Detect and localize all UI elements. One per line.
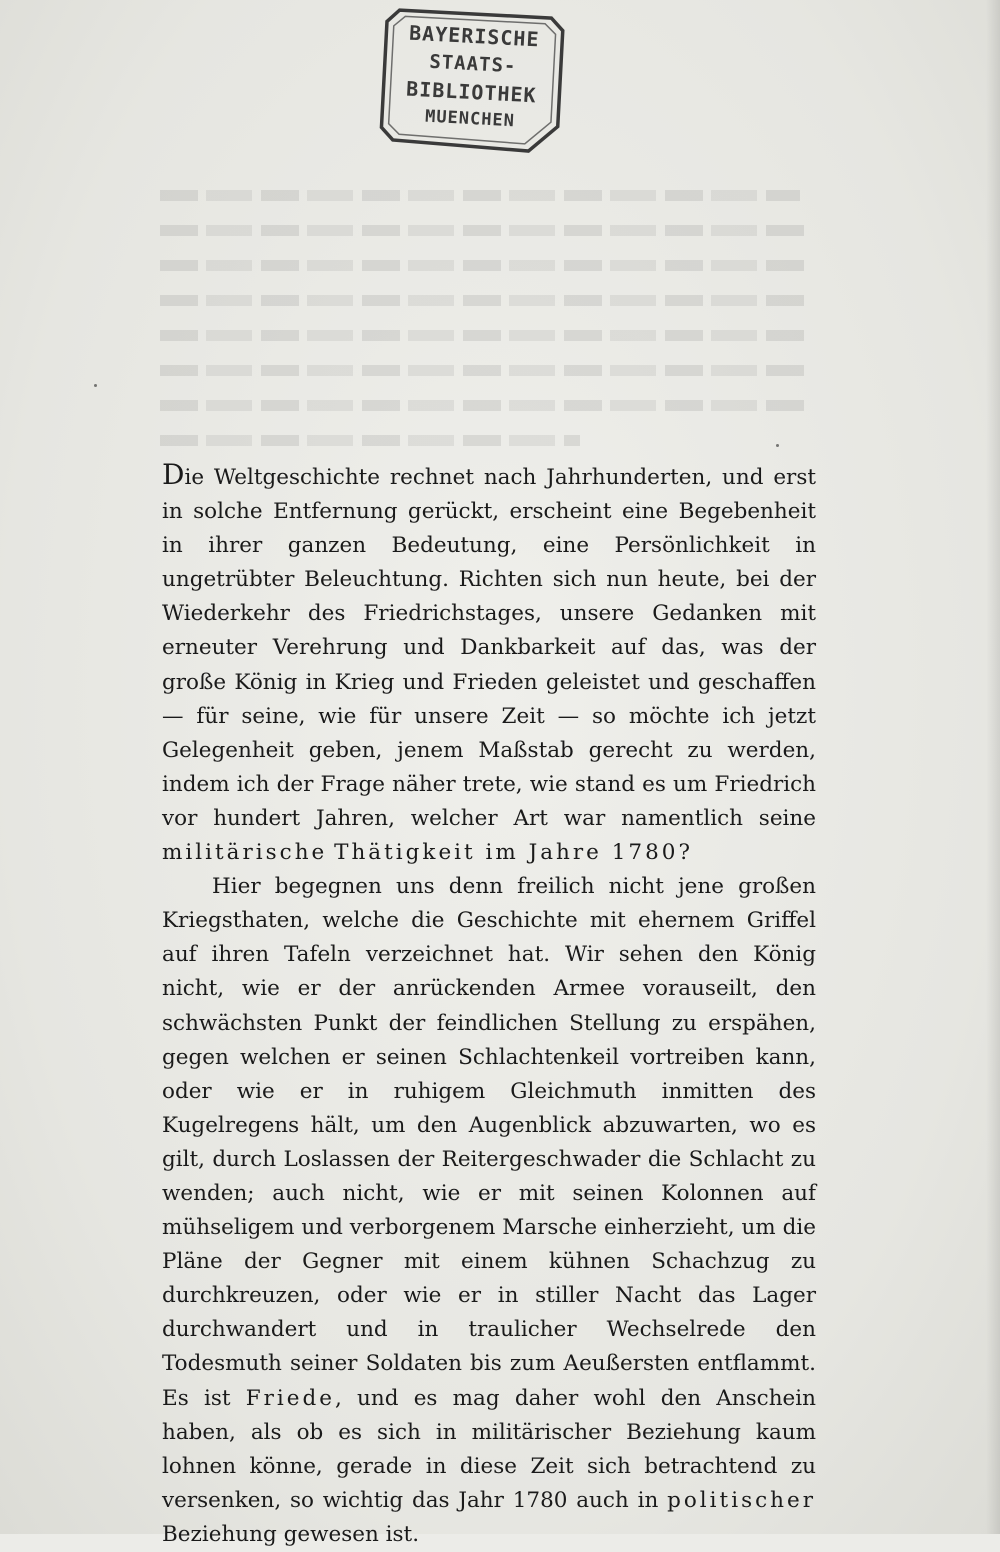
text-line: zu werden, indem ich der Frage näher trete, wie stand es um Friedrich bbox=[162, 737, 816, 797]
text-line: Beziehung gewesen ist. bbox=[162, 1521, 420, 1547]
text-line: Hier begegnen uns denn freilich nicht jene großen Kriegsthaten, bbox=[162, 874, 816, 934]
text-line: gegen welchen er seinen Schlachtenkeil vortreiben kann, oder wie er in bbox=[162, 1044, 816, 1104]
text-line: ist bbox=[203, 1385, 246, 1411]
emphasized-word: Friede bbox=[245, 1385, 335, 1411]
text-line: , und es mag daher wohl den Anschein haben, als ob bbox=[162, 1385, 816, 1445]
stamp-line-1: BAYERISCHE bbox=[408, 20, 541, 52]
text-line: welche die Geschichte mit ehernem Griffel auf ihren Tafeln verzeichnet bbox=[162, 908, 817, 968]
text-line: es sich in militärischer Beziehung kaum lohnen könne, gerade in diese bbox=[162, 1419, 816, 1479]
text-line: Zeit — so möchte ich jetzt Gelegenheit geben, jenem Maßstab gerecht bbox=[162, 703, 816, 763]
show-through-line bbox=[160, 260, 808, 271]
text-line: bei der Wiederkehr des Friedrichstages, unsere Gedanken mit erneuter bbox=[162, 567, 816, 661]
library-stamp bbox=[378, 5, 565, 156]
text-line: eine Persönlichkeit in ungetrübter Beleuchtung. Richten sich nun heute, bbox=[162, 533, 817, 593]
paragraph-2 bbox=[162, 870, 816, 1552]
text-line: abzuwarten, wo es gilt, durch Loslassen der Reitergeschwader die bbox=[162, 1112, 816, 1172]
show-through-line bbox=[160, 295, 810, 306]
initial-letter: D bbox=[162, 458, 185, 491]
emphasized-word: militärische bbox=[162, 840, 328, 866]
speck bbox=[776, 444, 779, 447]
show-through-line bbox=[160, 190, 800, 201]
text-line: Verehrung und Dankbarkeit auf das, was der große König in Krieg bbox=[162, 635, 816, 695]
page-edge-shadow bbox=[986, 0, 1000, 1534]
text-line: den Todesmuth seiner Soldaten bis zum Aeußersten entflammt. Es bbox=[162, 1317, 816, 1411]
emphasized-word: politischer bbox=[667, 1487, 816, 1513]
text-line: Gegner mit einem kühnen Schachzug zu durchkreuzen, oder wie er in bbox=[162, 1249, 816, 1309]
stamp-line-3: BIBLIOTHEK bbox=[405, 76, 538, 108]
stamp-line-2: STAATS- bbox=[428, 50, 517, 78]
show-through-line bbox=[160, 435, 580, 446]
text-line: ie Weltgeschichte rechnet nach Jahrhunderten, und erst in solche bbox=[162, 465, 816, 525]
show-through-text bbox=[160, 190, 810, 470]
text-line: und Frieden geleistet und geschaffen — für seine, wie für unsere bbox=[162, 669, 816, 729]
text-line: hat. Wir sehen den König nicht, wie er der anrückenden Armee bbox=[162, 942, 816, 1002]
text-line: ruhigem Gleichmuth inmitten des Kugelregens hält, um den Augenblick bbox=[162, 1078, 816, 1138]
emphasized-line: Thätigkeit im Jahre 1780? bbox=[334, 840, 693, 866]
show-through-line bbox=[160, 225, 810, 236]
text-line: Zeit sich betrachtend zu versenken, so wichtig das Jahr 1780 auch in bbox=[162, 1453, 816, 1513]
show-through-line bbox=[160, 365, 810, 376]
show-through-line bbox=[160, 330, 805, 341]
text-line: vor hundert Jahren, welcher Art war namentlich seine bbox=[162, 805, 816, 831]
body-text bbox=[162, 458, 816, 1552]
stamp-line-4: MUENCHEN bbox=[424, 106, 516, 132]
text-line: Schlacht zu wenden; auch nicht, wie er mit seinen Kolonnen auf bbox=[162, 1146, 816, 1206]
text-line: stiller Nacht das Lager durchwandert und in traulicher Wechselrede bbox=[162, 1283, 816, 1343]
text-line: vorauseilt, den schwächsten Punkt der feindlichen Stellung zu erspähen, bbox=[162, 976, 816, 1036]
show-through-line bbox=[160, 400, 808, 411]
speck bbox=[94, 384, 97, 387]
text-line: mühseligem und verborgenem Marsche einherzieht, um die Pläne der bbox=[162, 1215, 816, 1275]
paragraph-1 bbox=[162, 458, 816, 870]
text-line: Entfernung gerückt, erscheint eine Begebenheit in ihrer ganzen Bedeutung, bbox=[162, 499, 816, 559]
